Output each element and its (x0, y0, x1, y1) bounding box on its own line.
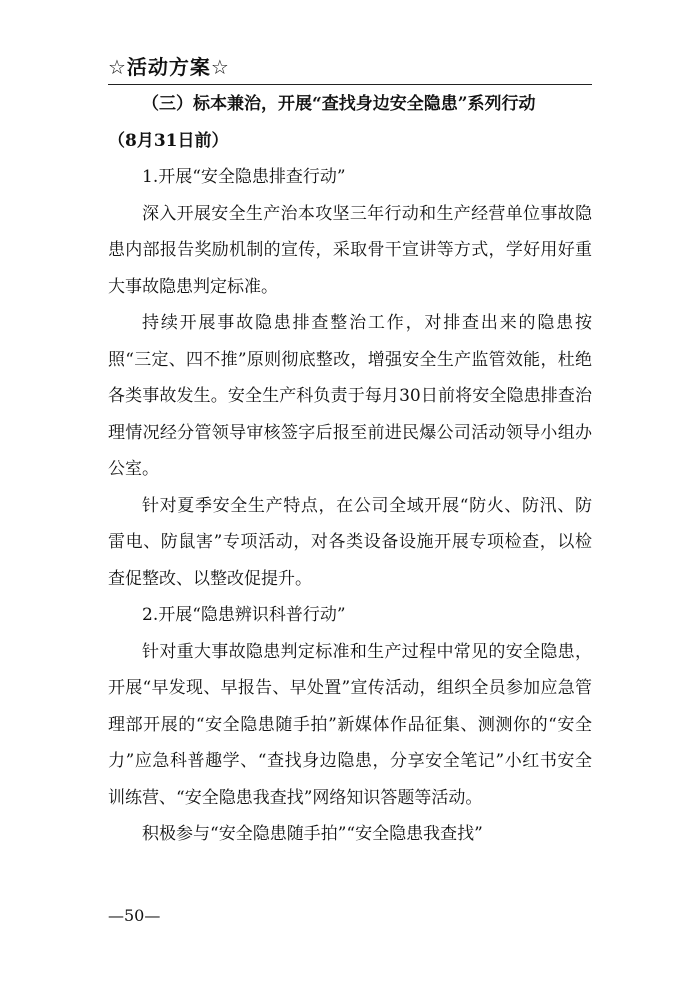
header-title: ☆活动方案☆ (108, 55, 230, 79)
paragraph: 针对夏季安全生产特点，在公司全域开展“防火、防汛、防雷电、防鼠害”专项活动，对各类设备设施开展专项检查，以检查促整改、以整改促提升。 (108, 495, 592, 589)
paragraph: 持续开展事故隐患排查整治工作，对排查出来的隐患按照“三定、四不推”原则彻底整改，增强安全生产监管效能，杜绝各类事故发生。安全生产科负责于每月30日前将安全隐患排查治理情况经分管领导审核签字后报至前进民爆公司活动领导小组办公室。 (108, 313, 592, 479)
paragraph: 针对重大事故隐患判定标准和生产过程中常见的安全隐患，开展“早发现、早报告、早处置”宣传活动，组织全员参加应急管理部开展的“安全隐患随手拍”新媒体作品征集、测测你的“安全力”应急科普趣学、“查找身边隐患，分享安全笔记”小红书安全训练营、“安全隐患我查找”网络知识答题等活动。 (108, 641, 592, 808)
item-title-1: 1.开展“安全隐患排查行动” (142, 167, 346, 187)
document-body (108, 86, 592, 853)
paragraph: 深入开展安全生产治本攻坚三年行动和生产经营单位事故隐患内部报告奖励机制的宣传，采取骨干宣讲等方式，学好用好重大事故隐患判定标准。 (108, 203, 592, 297)
section-heading: （三）标本兼治，开展“查找身边安全隐患”系列行动 (142, 94, 536, 114)
page-number: —50— (108, 906, 161, 925)
document-header (108, 54, 592, 85)
paragraph: 积极参与“安全隐患随手拍”“安全隐患我查找” (142, 824, 483, 844)
section-heading-date: （8月31日前） (108, 130, 229, 151)
item-title-2: 2.开展“隐患辨识科普行动” (142, 605, 346, 625)
